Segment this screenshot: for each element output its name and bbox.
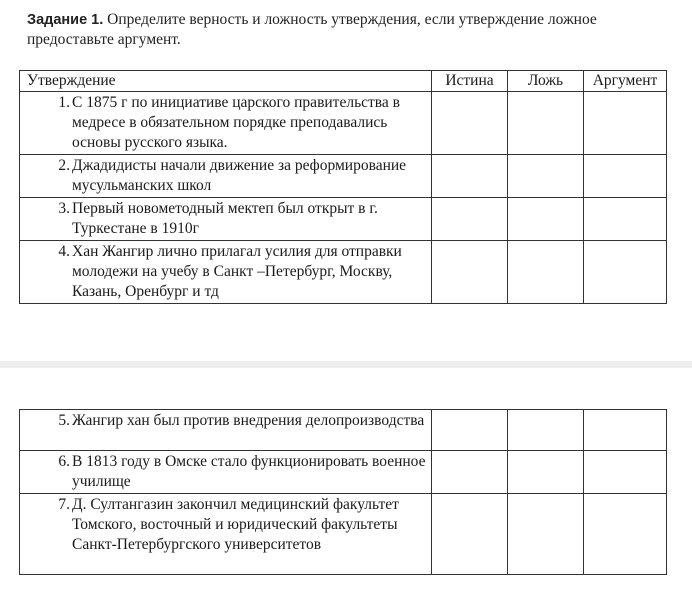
header-true: Истина: [432, 71, 508, 92]
cell-false[interactable]: [508, 92, 584, 155]
table-row: [20, 494, 667, 575]
row-number: 5.: [58, 412, 70, 429]
row-number: 6.: [58, 453, 70, 470]
row-statement: Хан Жангир лично прилагал усилия для отправки молодежи на учебу в Санкт –Петербург, Москву, Казань, Оренбург и тд: [72, 243, 402, 300]
row-number: 4.: [58, 243, 70, 260]
row-statement: Джадидисты начали движение за реформирование мусульманских школ: [72, 157, 407, 194]
task-text: Определите верность и ложность утверждения, если утверждение ложное предоставьте аргумент.: [27, 11, 597, 48]
cell-argument[interactable]: [584, 92, 667, 155]
cell-argument[interactable]: [584, 451, 667, 494]
table-row: [20, 92, 667, 155]
cell-true[interactable]: [432, 494, 508, 575]
cell-true[interactable]: [432, 198, 508, 241]
table-row: [20, 410, 667, 451]
row-statement: Д. Султангазин закончил медицинский факультет Томского, восточный и юридический факультеты Санкт-Петербургского университетов: [72, 496, 399, 553]
row-statement: Жангир хан был против внедрения делопроизводства: [72, 412, 425, 429]
statements-table-top: [19, 70, 667, 304]
table-row: [20, 241, 667, 304]
cell-argument[interactable]: [584, 410, 667, 451]
row-number: 1.: [58, 94, 70, 111]
header-false: Ложь: [508, 71, 584, 92]
cell-true[interactable]: [432, 451, 508, 494]
cell-false[interactable]: [508, 410, 584, 451]
task-label: Задание 1.: [27, 12, 104, 28]
header-statement: Утверждение: [20, 71, 432, 92]
cell-false[interactable]: [508, 155, 584, 198]
cell-argument[interactable]: [584, 241, 667, 304]
row-number: 3.: [58, 200, 70, 217]
row-statement: С 1875 г по инициативе царского правительства в медресе в обязательном порядке преподавались основы русского языка.: [72, 94, 400, 151]
page-break: [0, 361, 692, 368]
cell-false[interactable]: [508, 451, 584, 494]
cell-argument[interactable]: [584, 155, 667, 198]
cell-argument[interactable]: [584, 198, 667, 241]
cell-false[interactable]: [508, 494, 584, 575]
cell-argument[interactable]: [584, 494, 667, 575]
statements-table-bottom: [19, 409, 667, 575]
cell-true[interactable]: [432, 155, 508, 198]
row-number: 2.: [58, 157, 70, 174]
cell-false[interactable]: [508, 198, 584, 241]
row-statement: Первый новометодный мектеп был открыт в г. Туркестане в 1910г: [72, 200, 378, 237]
table-header-row: [20, 71, 667, 92]
table-row: [20, 155, 667, 198]
cell-true[interactable]: [432, 92, 508, 155]
table-row: [20, 198, 667, 241]
cell-true[interactable]: [432, 410, 508, 451]
table-row: [20, 451, 667, 494]
row-number: 7.: [58, 496, 70, 513]
task-instruction: [27, 10, 677, 50]
cell-true[interactable]: [432, 241, 508, 304]
cell-false[interactable]: [508, 241, 584, 304]
row-statement: В 1813 году в Омске стало функционировать военное училище: [72, 453, 426, 490]
header-argument: Аргумент: [584, 71, 667, 92]
